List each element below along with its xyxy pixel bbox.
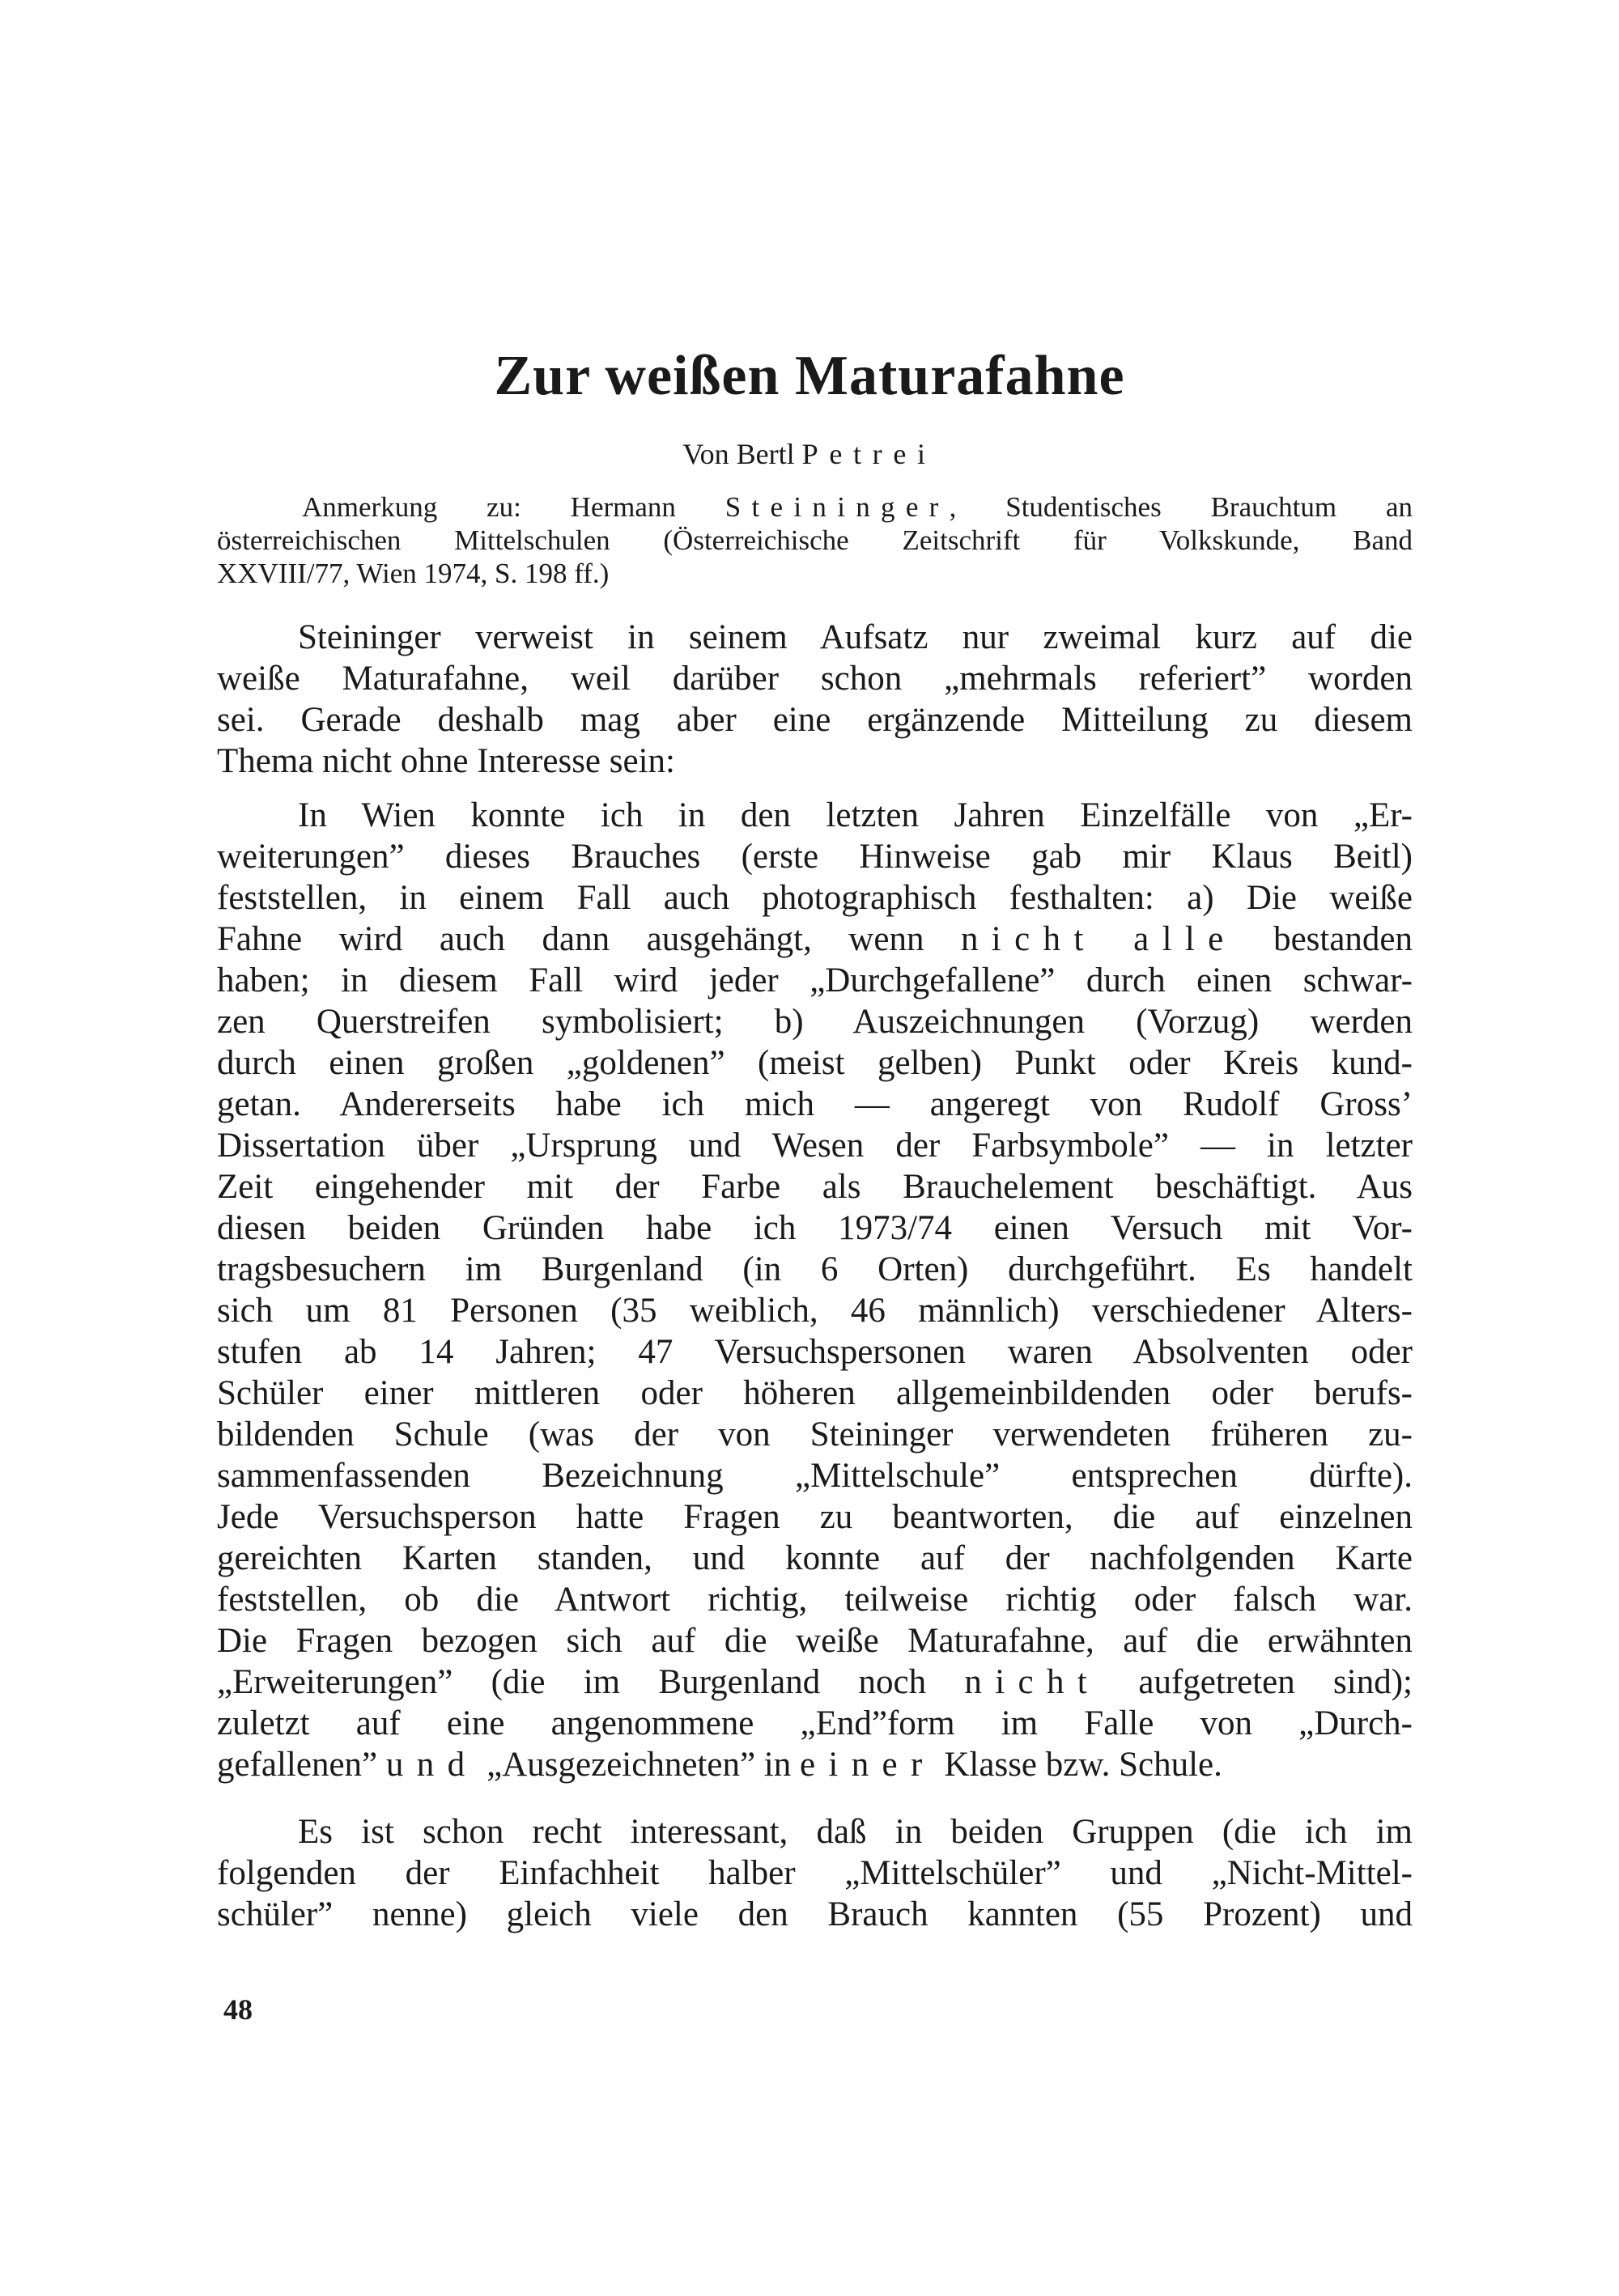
text-run: feststellen, ob die Antwort richtig, teilweise richtig oder falsch war. bbox=[217, 1581, 1413, 1619]
text-run: diesen beiden Gründen habe ich 1973/74 einen Versuch mit Vor- bbox=[217, 1209, 1413, 1247]
text-run: , Studentisches Brauchtum an bbox=[949, 491, 1413, 523]
text-run: „Ausgezeichneten” in bbox=[478, 1746, 800, 1784]
text-line bbox=[217, 1538, 1413, 1579]
text-line bbox=[217, 836, 1413, 877]
text-line bbox=[217, 490, 1413, 524]
text-run: stufen ab 14 Jahren; 47 Versuchspersonen waren Absolventen oder bbox=[217, 1333, 1413, 1371]
text-run: Anmerkung zu: Hermann bbox=[302, 491, 725, 523]
text-run: gefallenen” bbox=[217, 1746, 386, 1784]
text-line bbox=[217, 1853, 1413, 1894]
text-run: Es ist schon recht interessant, daß in beiden Gruppen (die ich im bbox=[298, 1813, 1413, 1851]
text-line bbox=[217, 1001, 1413, 1042]
text-line bbox=[217, 658, 1413, 699]
text-run: weiterungen” dieses Brauches (erste Hinweise gab mir Klaus Beitl) bbox=[217, 838, 1413, 876]
text-run: sich um 81 Personen (35 weiblich, 46 männlich) verschiedener Alters- bbox=[217, 1292, 1413, 1330]
text-line bbox=[217, 1414, 1413, 1455]
text-run: Schüler einer mittleren oder höheren allgemeinbildenden oder berufs- bbox=[217, 1374, 1413, 1412]
text-line bbox=[217, 524, 1413, 557]
text-run: bestanden bbox=[1236, 920, 1413, 958]
text-run: zen Querstreifen symbolisiert; b) Auszeichnungen (Vorzug) werden bbox=[217, 1003, 1413, 1041]
paragraph-1 bbox=[217, 617, 1413, 782]
text-run: Klasse bzw. Schule. bbox=[935, 1746, 1222, 1784]
text-run: Die Fragen bezogen sich auf die weiße Maturafahne, auf die erwähnten bbox=[217, 1622, 1413, 1660]
text-line bbox=[217, 699, 1413, 741]
text-line bbox=[217, 741, 1413, 782]
text-run: Steininger verweist in seinem Aufsatz nur zweimal kurz auf die bbox=[298, 618, 1413, 656]
text-line bbox=[217, 617, 1413, 658]
text-line bbox=[217, 1744, 1413, 1785]
text-line bbox=[217, 1455, 1413, 1496]
text-run: tragsbesuchern im Burgenland (in 6 Orten) durchgeführt. Es handelt bbox=[217, 1250, 1413, 1288]
text-line bbox=[217, 1811, 1413, 1853]
text-run bbox=[1097, 920, 1134, 958]
text-run: Dissertation über „Ursprung und Wesen der Farbsymbole” — in letzter bbox=[217, 1127, 1413, 1165]
text-run: aufgetreten sind); bbox=[1100, 1663, 1413, 1701]
spaced-emphasis: nicht bbox=[960, 920, 1097, 958]
text-run: zuletzt auf eine angenommene „End”form im Falle von „Durch- bbox=[217, 1704, 1413, 1742]
paragraph-2 bbox=[217, 795, 1413, 1785]
text-line bbox=[217, 1579, 1413, 1620]
text-line bbox=[217, 1331, 1413, 1373]
text-run: Fahne wird auch dann ausgehängt, wenn bbox=[217, 920, 961, 958]
text-run: folgenden der Einfachheit halber „Mittelschüler” und „Nicht-Mittel- bbox=[217, 1854, 1413, 1892]
spaced-emphasis: alle bbox=[1133, 920, 1237, 958]
text-run: In Wien konnte ich in den letzten Jahren Einzelfälle von „Er- bbox=[298, 796, 1413, 834]
text-run: sammenfassenden Bezeichnung „Mittelschule” entsprechen dürfte). bbox=[217, 1457, 1413, 1495]
text-line bbox=[217, 1249, 1413, 1290]
text-line bbox=[217, 919, 1413, 960]
text-run: bildenden Schule (was der von Steininger verwendeten früheren zu- bbox=[217, 1415, 1413, 1454]
text-line bbox=[217, 1496, 1413, 1538]
text-run: XXVIII/77, Wien 1974, S. 198 ff.) bbox=[217, 558, 610, 589]
text-line bbox=[217, 557, 1413, 590]
text-line bbox=[217, 1166, 1413, 1207]
text-run: haben; in diesem Fall wird jeder „Durchgefallene” durch einen schwar- bbox=[217, 961, 1413, 999]
text-run: österreichischen Mittelschulen (Österreichische Zeitschrift für Volkskunde, Band bbox=[217, 524, 1413, 556]
text-line bbox=[217, 1620, 1413, 1662]
text-line bbox=[217, 1373, 1413, 1414]
text-line bbox=[217, 960, 1413, 1001]
text-line bbox=[217, 1042, 1413, 1084]
text-line bbox=[217, 1703, 1413, 1744]
text-run: durch einen großen „goldenen” (meist gelben) Punkt oder Kreis kund- bbox=[217, 1044, 1413, 1082]
text-run: Jede Versuchsperson hatte Fragen zu beantworten, die auf einzelnen bbox=[217, 1498, 1413, 1536]
text-run: schüler” nenne) gleich viele den Brauch kannten (55 Prozent) und bbox=[217, 1895, 1413, 1933]
spaced-emphasis: nicht bbox=[964, 1663, 1101, 1701]
text-run: feststellen, in einem Fall auch photographisch festhalten: a) Die weiße bbox=[217, 879, 1413, 917]
spaced-emphasis: Steininger bbox=[725, 491, 950, 523]
annotation-note bbox=[217, 490, 1413, 590]
text-run: Zeit eingehender mit der Farbe als Brauchelement beschäftigt. Aus bbox=[217, 1168, 1413, 1206]
page-number: 48 bbox=[223, 1993, 253, 2026]
spaced-emphasis: einer bbox=[799, 1746, 936, 1784]
text-line bbox=[217, 1662, 1413, 1703]
text-line bbox=[217, 1894, 1413, 1935]
text-run: „Erweiterungen” (die im Burgenland noch bbox=[217, 1663, 965, 1701]
text-line bbox=[217, 877, 1413, 919]
text-line bbox=[217, 1290, 1413, 1331]
text-run: getan. Andererseits habe ich mich — angeregt von Rudolf Gross’ bbox=[217, 1085, 1413, 1123]
text-line bbox=[217, 795, 1413, 836]
byline bbox=[0, 437, 1619, 471]
text-run: weiße Maturafahne, weil darüber schon „mehrmals referiert” worden bbox=[217, 660, 1413, 698]
text-run: sei. Gerade deshalb mag aber eine ergänzende Mitteilung zu diesem bbox=[217, 701, 1413, 739]
spaced-emphasis: und bbox=[385, 1746, 478, 1784]
text-line bbox=[217, 1084, 1413, 1125]
text-run: gereichten Karten standen, und konnte auf der nachfolgenden Karte bbox=[217, 1539, 1413, 1577]
paragraph-3 bbox=[217, 1811, 1413, 1935]
author-name: Petrei bbox=[801, 438, 937, 470]
text-line bbox=[217, 1207, 1413, 1249]
byline-prefix: Von Bertl bbox=[682, 438, 802, 470]
text-line bbox=[217, 1125, 1413, 1166]
text-run: Thema nicht ohne Interesse sein: bbox=[217, 742, 675, 780]
article-title: Zur weißen Maturafahne bbox=[494, 345, 1125, 407]
